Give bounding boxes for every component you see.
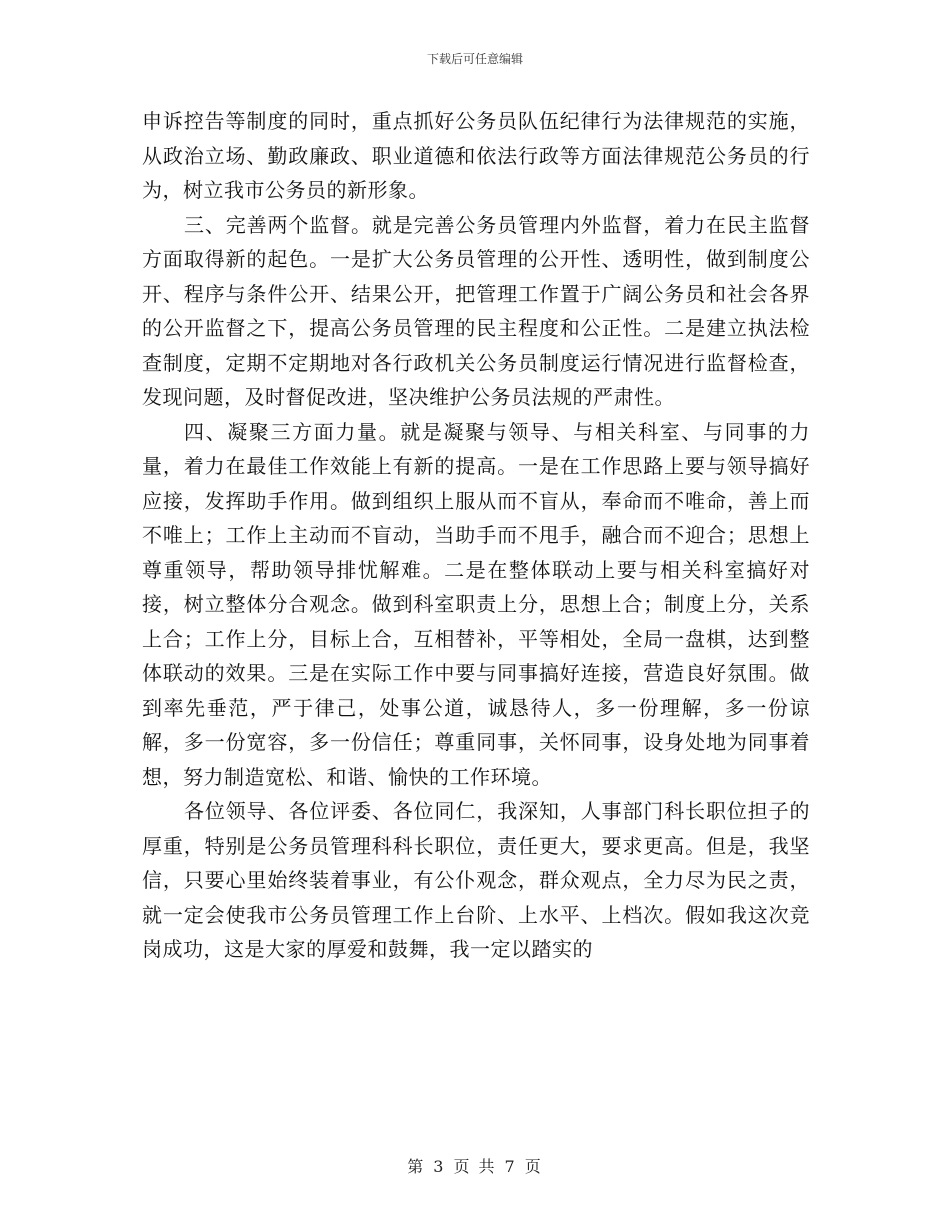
footer-total-pages: 7 (504, 1157, 517, 1176)
footer-suffix: 页 (524, 1157, 543, 1176)
page-footer (0, 1154, 950, 1177)
paragraph-supervision: 三、完善两个监督。就是完善公务员管理内外监督，着力在民主监督方面取得新的起色。一是扩大公务员管理的公开性、透明性，做到制度公开、程序与条件公开、结果公开，把管理工作置于广阔公务员和社会各界的公开监督之下，提高公务员管理的民主程度和公正性。二是建立执法检查制度，定期不定期地对各行政机关公务员制度运行情况进行监督检查，发现问题，及时督促改进，坚决维护公务员法规的严肃性。 (142, 212, 810, 409)
footer-page-number: 3 (433, 1157, 446, 1176)
footer-middle: 页 共 (453, 1157, 497, 1176)
page-header: 下载后可任意编辑 (426, 52, 523, 66)
paragraph-closing: 各位领导、各位评委、各位同仁，我深知，人事部门科长职位担子的厚重，特别是公务员管理科科长职位，责任更大，要求更高。但是，我坚信，只要心里始终装着事业，有公仆观念，群众观点，全力尽为民之责，就一定会使我市公务员管理工作上台阶、上水平、上档次。假如我这次竞岗成功，这是大家的厚爱和鼓舞，我一定以踏实的 (142, 799, 810, 961)
document-body (142, 104, 810, 967)
paragraph-cohesion: 四、凝聚三方面力量。就是凝聚与领导、与相关科室、与同事的力量，着力在最佳工作效能上有新的提高。一是在工作思路上要与领导搞好应接，发挥助手作用。做到组织上服从而不盲从，奉命而不唯命，善上而不唯上；工作上主动而不盲动，当助手而不甩手，融合而不迎合；思想上尊重领导，帮助领导排忧解难。二是在整体联动上要与相关科室搞好对接，树立整体分合观念。做到科室职责上分，思想上合；制度上分，关系上合；工作上分，目标上合，互相替补，平等相处，全局一盘棋，达到整体联动的效果。三是在实际工作中要与同事搞好连接，营造良好氛围。做到率先垂范，严于律己，处事公道，诚恳待人，多一份理解，多一份谅解，多一份宽容，多一份信任；尊重同事，关怀同事，设身处地为同事着想，努力制造宽松、和谐、愉快的工作环境。 (142, 419, 810, 789)
footer-prefix: 第 (407, 1157, 426, 1176)
paragraph-continuation: 申诉控告等制度的同时，重点抓好公务员队伍纪律行为法律规范的实施，从政治立场、勤政廉政、职业道德和依法行政等方面法律规范公务员的行为，树立我市公务员的新形象。 (142, 109, 810, 202)
